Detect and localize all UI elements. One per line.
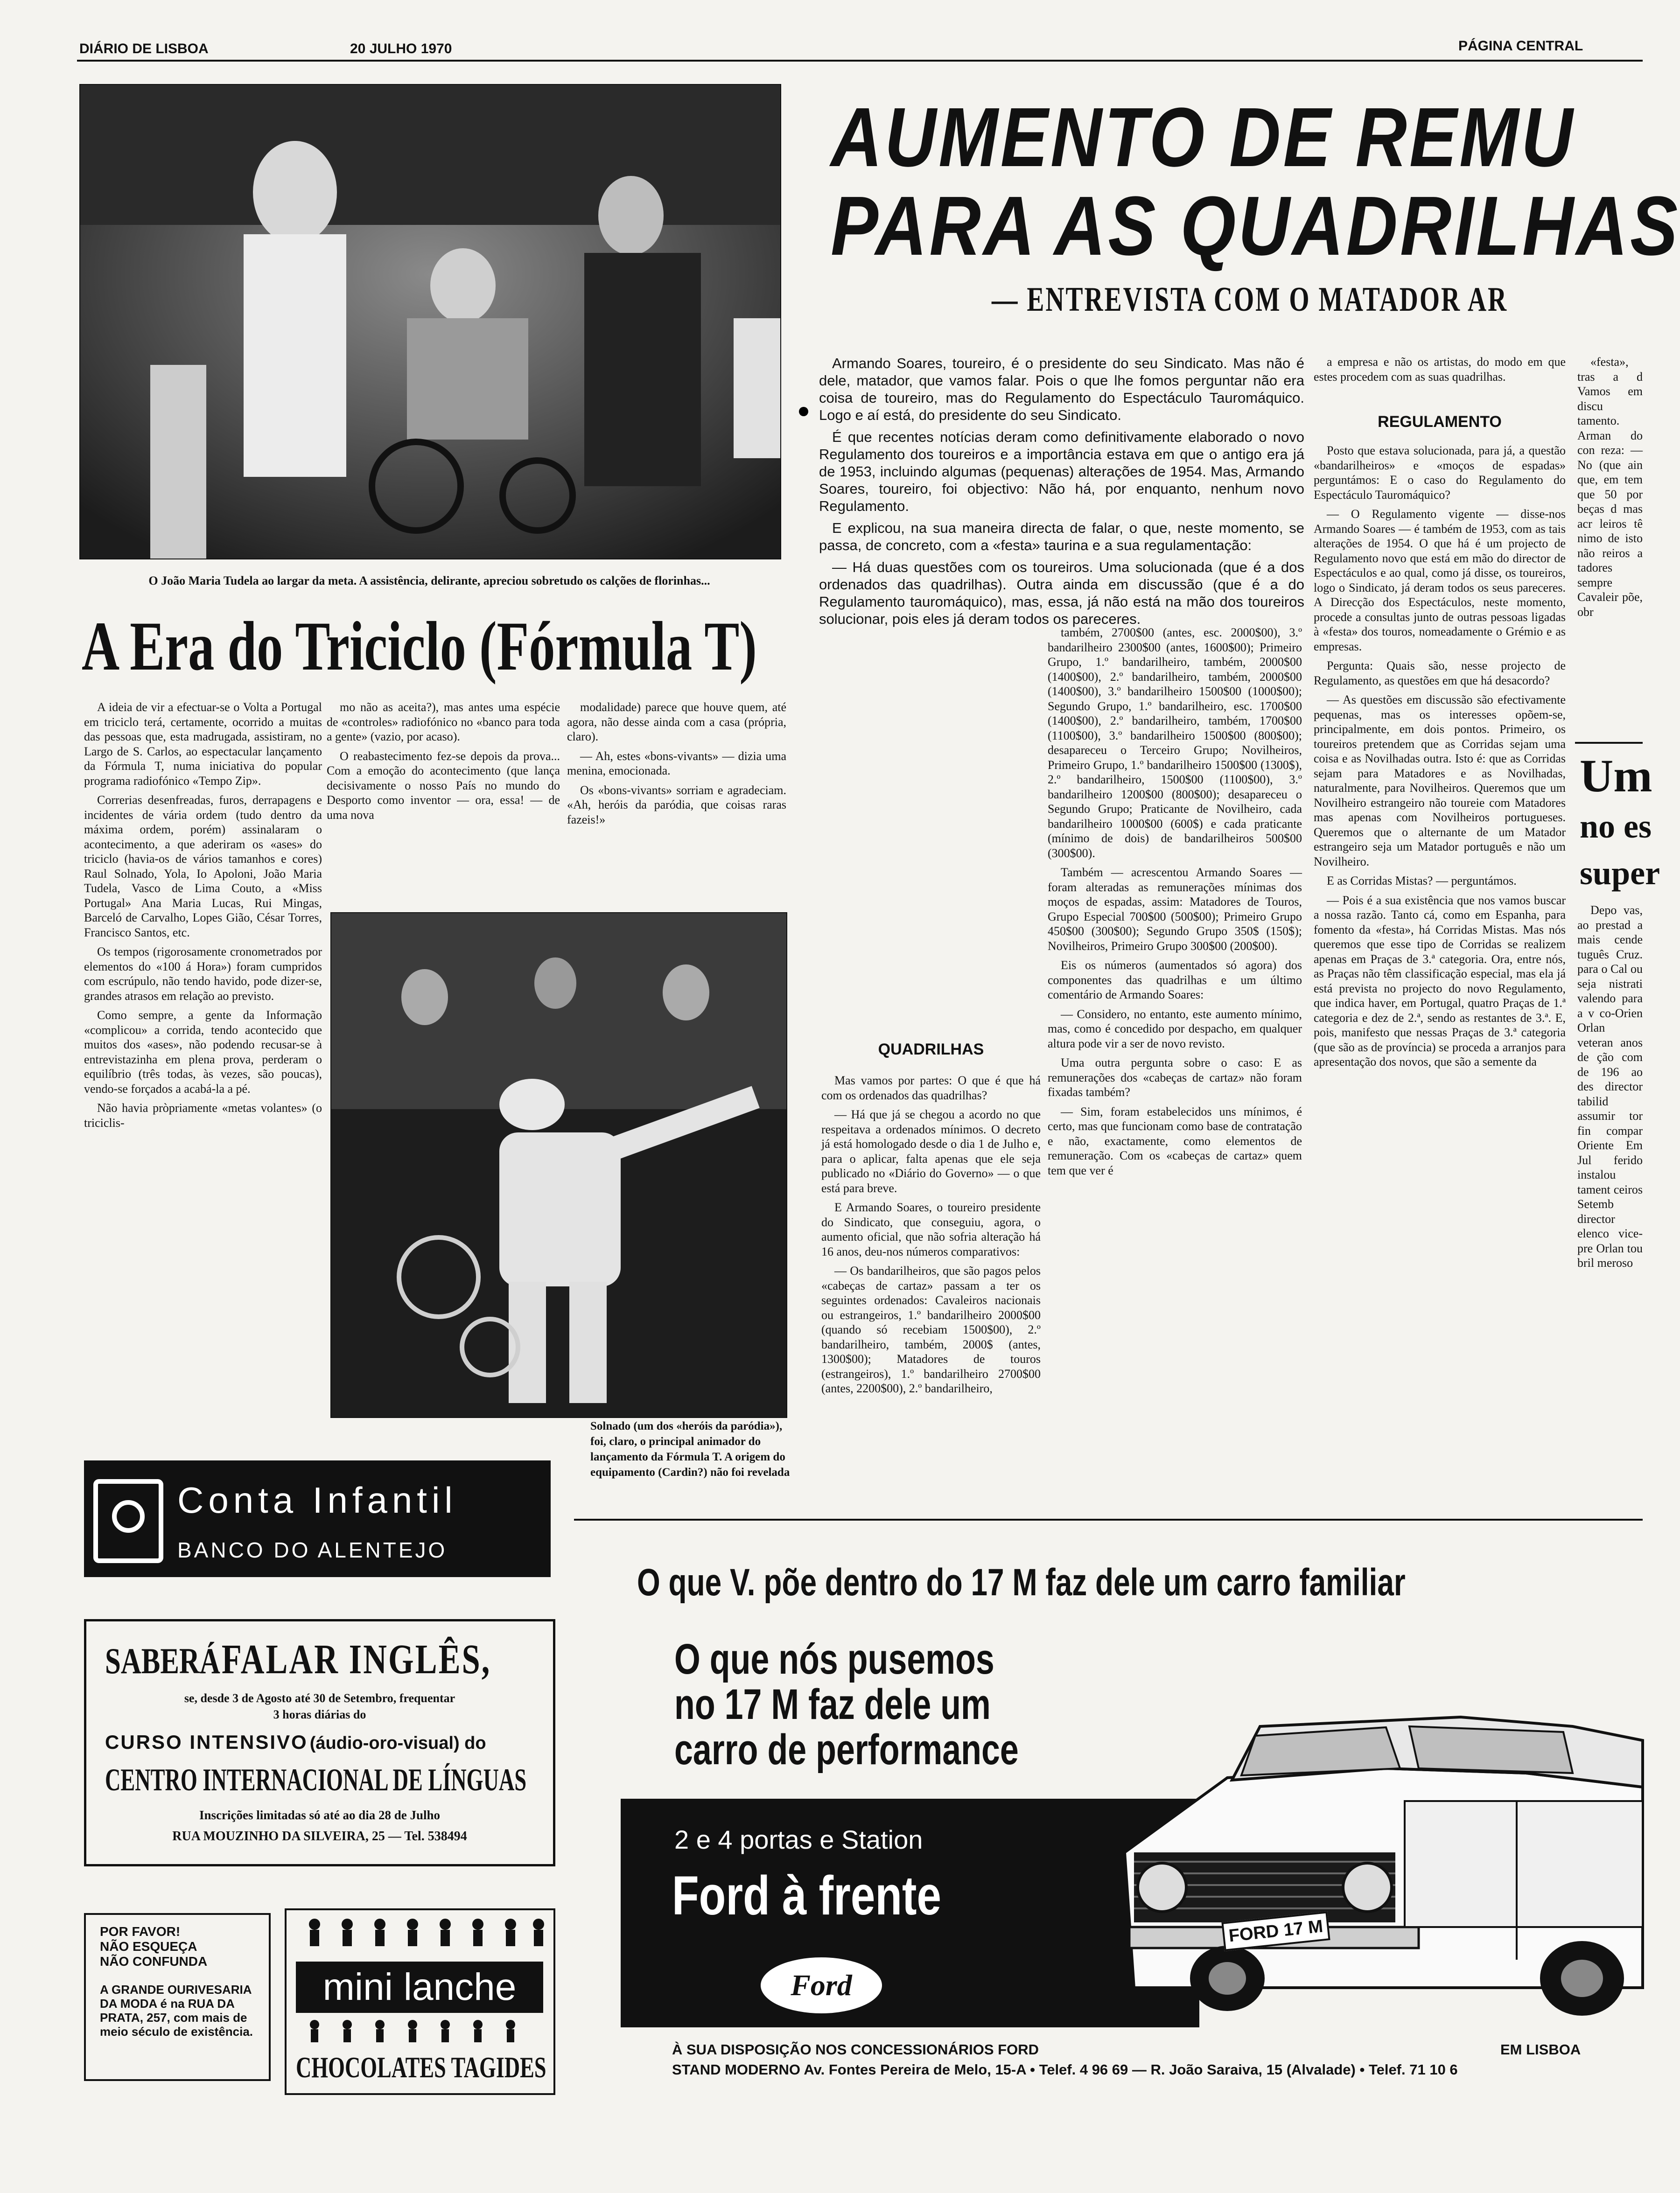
ad-ourivesaria-l4: A GRANDE OURIVESARIA DA MODA é na RUA DA PRATA, 257, com mais de meio século de existência.	[100, 1983, 253, 2039]
article1-col3b-text-para: — O Regulamento vigente — disse-nos Armando Soares — é também de 1953, com as tais alterações de 1954. O que há é um projecto de Regulamento novo que está em mão do director de Espectáculos e ao qual, como já disse, os toureiros, logo o Sindicato, já deram todos os seus pareceres. A Direcção dos Espectáculos, neste momento, procede a consultas junto de outras pessoas ligadas à «festa» dos touros, nomeadamente o Grémio e as empresas.	[1314, 507, 1566, 653]
photo-tudela-tricycle-image	[80, 85, 780, 559]
newspaper-name: DIÁRIO DE LISBOA	[79, 41, 209, 56]
ford-headline2c: carro de performance	[674, 1726, 1019, 1774]
conta-infantil-bank: BANCO DO ALENTEJO	[177, 1538, 448, 1562]
ford-headline2b: no 17 M faz dele um	[674, 1681, 991, 1728]
section-quadrilhas: QUADRILHAS	[878, 1041, 984, 1058]
article1-col2-text-para: Eis os números (aumentados só agora) dos componentes das quadrilhas e um último comentário de Armando Soares:	[1048, 958, 1302, 1001]
ad-ingles	[84, 1619, 555, 1866]
article2-col1-text: A ideia de vir a efectuar-se o Volta a Portugal em triciclo terá, certamente, ocorrido a muitas das pessoas que, esta madrugada, assistiram, no Largo de S. Carlos, ao espectacular lançamento da Fórmula T, numa iniciativa do popular programa radiofónico «Tempo Zip».	[84, 700, 322, 788]
ford-footer1b: EM LISBOA	[1500, 2041, 1581, 2058]
article2-col1-text-para: Como sempre, a gente da Informação «complicou» a corrida, tendo acontecido que muitos dos «ases», não podendo recusar-se à entrevistazinha em plena prova, perderam o equilíbrio (três todas, às vezes, são poucas), vendo-se forçados a acabá-la a pé.	[84, 1008, 322, 1096]
ad-separator-rule	[574, 1519, 1643, 1521]
article2-col1-text-para: Correrias desenfreadas, furos, derrapagens e incidentes de vária ordem (tudo dentro da máxima ordem, porém) assinalaram o acontecimento, a que aderiram os «ases» do triciclo (havia-os de vários tamanhos e cores) Raul Solnado, Yola, Io Apoloni, João Maria Tudela, Vasco de Lima Couto, a «Miss Portugal» Ana Maria Lucas, Rui Mingas, Barceló de Carvalho, Lopes Gião, César Torres, Francisco Santos, etc.	[84, 793, 322, 939]
photo1-caption: O João Maria Tudela ao largar da meta. A assistência, delirante, apreciou sobretudo os calções de florinhas...	[148, 574, 710, 587]
side-head-1: Um	[1580, 750, 1652, 802]
article1-col3-text: a empresa e não os artistas, do modo em que estes procedem com as suas quadrilhas.	[1314, 355, 1566, 384]
article1-col3b-text-para: Pergunta: Quais são, nesse projecto de Regulamento, as questões em que há desacordo?	[1314, 659, 1566, 687]
ad-ingles-title1: SABERÁ	[105, 1641, 220, 1681]
side-head-3: super	[1580, 854, 1660, 892]
ad-ingles-course-name: CURSO INTENSIVO	[105, 1731, 308, 1753]
photo-solnado-image	[331, 913, 786, 1417]
ad-minilanche	[285, 1908, 555, 2095]
ford-headline1: O que V. põe dentro do 17 M faz dele um carro familiar	[637, 1561, 1406, 1604]
article2-col3-text-para: Os «bons-vivants» sorriam e agradeciam. «Ah, heróis da paródia, que coisas raras fazeis!»	[567, 783, 786, 826]
article1-col2-text-para: Uma outra pergunta sobre o caso: E as remunerações dos «cabeças de cartaz» não foram fixadas também?	[1048, 1056, 1302, 1099]
article2-col3	[567, 700, 786, 896]
photo-solnado	[330, 912, 787, 1418]
minilanche-figures-icon	[296, 1915, 548, 1957]
article1-title-line1: AUMENTO DE REMU	[831, 91, 1575, 184]
side-col-text: Depo vas, ao prestad a mais cende tuguês Cruz. para o Cal ou seja nistrati valendo para a v co-Orien Orlan veteran anos de ção com de 196 ao des director tabilid assumir tor fin compar Oriente Em Jul ferido instalou tament ceiros Setemb director elenco vice-pre Orlan tou bril meroso	[1577, 903, 1643, 1270]
ad-ourivesaria-l2: NÃO ESQUEÇA	[100, 1939, 197, 1954]
article1-subtitle: — ENTREVISTA COM O MATADOR AR	[992, 280, 1508, 319]
side-head-2: no es	[1580, 808, 1652, 845]
article1-col2-text-para: Também — acrescentou Armando Soares — foram alteradas as remunerações mínimas dos moços de espadas, assim: Matadores de Touros, Grupo Especial 700$00 (500$00); Primeiro Grupo 450$00 (300$00); Segundo Grupo 350$ (150$); Novilheiros, Primeiro Grupo 300$00 (200$00).	[1048, 866, 1302, 953]
page-section: PÁGINA CENTRAL	[1458, 38, 1583, 54]
article2-col1-text-para: Não havia pròpriamente «metas volantes» (o triciclis-	[84, 1101, 322, 1130]
article2-col1	[84, 700, 322, 1409]
article2-col2-text: mo não as aceita?), mas antes uma espécie de «controles» radiofónico no «banco para toda a gente» (vazio, por acaso).	[327, 700, 560, 743]
ad-ingles-line2: 3 horas diárias do	[273, 1708, 366, 1721]
article1-col3	[1314, 355, 1566, 401]
article1-col1b-text-para: — Os bandarilheiros, que são pagos pelos «cabeças de cartaz» passam a ter os seguintes ordenados: Cavaleiros nacionais ou estrangeiros, 1.º bandarilheiro 2000$00 (quando só recebiam 1500$00), 2.º bandarilheiro, também, 2000$ (antes, 1300$00); Matadores de touros (estrangeiros), 1.º bandarilheiro 2700$00 (antes, 2200$00), 2.º bandarilheiro,	[821, 1264, 1041, 1395]
article1-col4	[1577, 355, 1643, 737]
ad-ourivesaria-l1: POR FAVOR!	[100, 1924, 181, 1939]
article1-intro-text-para: — Há duas questões com os toureiros. Uma solucionada (que é a dos ordenados das quadrilhas). Outra ainda em discussão (que é a do Regulamento tauromáquico), mas, essa, já não está na mão dos toureiros solucionar, pois eles já deram todos os pareceres.	[819, 559, 1304, 627]
photo2-caption: Solnado (um dos «heróis da paródia»), foi, claro, o principal animador do lançamento da Fórmula T. A origem do equipamento (Cardin?) não foi revelada	[590, 1420, 790, 1479]
article2-col2-text-para: O reabastecimento fez-se depois da prova... Com a emoção do acontecimento (que lança decisivamente o nosso País no mundo do Desporto como inventor — ora, essa! — de uma nova	[327, 749, 560, 822]
article1-intro-text-para: É que recentes notícias deram como definitivamente elaborado o novo Regulamento dos toureiros e a importância estava em que o antigo era já de 1953, incluindo algumas (pequenas) alterações de 1954. Mas, Armando Soares, toureiro, foi objectivo: Não há, por enquanto, nenhum novo Regulamento.	[819, 429, 1304, 514]
header-rule	[77, 60, 1643, 62]
side-rule	[1575, 742, 1643, 744]
article1-col1b	[821, 1073, 1041, 1488]
ad-ingles-course	[105, 1731, 486, 1753]
article2-col1-text-para: Os tempos (rigorosamente cronometrados por elementos do «100 á Hora») foram cumpridos com escrúpulo, não tendo havido, pode dizer-se, grandes atrasos em relação ao previsto.	[84, 945, 322, 1003]
ad-ingles-inscricoes: Inscrições limitadas só até ao dia 28 de Julho	[199, 1808, 441, 1822]
article1-intro-text-para: E explicou, na sua maneira directa de falar, o que, neste momento, se passa, de concreto, com a «festa» taurina e a sua regulamentação:	[819, 520, 1304, 553]
article1-col2	[1048, 625, 1302, 1488]
article2-col3-text-para: — Ah, estes «bons-vivants» — dizia uma menina, emocionada.	[567, 749, 786, 777]
ad-ingles-title2: FALAR INGLÊS,	[221, 1636, 491, 1683]
conta-infantil-title: Conta Infantil	[177, 1480, 457, 1521]
article1-col3b-text: Posto que estava solucionada, para já, a questão «bandarilheiros» e «moços de espadas» perguntámos: E o caso do Regulamento do Espectáculo Tauromáquico?	[1314, 444, 1566, 502]
ford-car-illustration	[1106, 1698, 1643, 2025]
article1-col1b-text-para: E Armando Soares, o toureiro presidente do Sindicato, que conseguiu, agora, o aumento oficial, que não sofria alteração há 16 anos, deu-nos números comparativos:	[821, 1201, 1041, 1258]
article1-col3b	[1314, 443, 1566, 1488]
article1-col2-text-para: — Sim, foram estabelecidos uns mínimos, é certo, mas que funcionam como base de contratação e não, exactamente, como elementos de remuneração. Com os «cabeças de cartaz» quem tem que ver é	[1048, 1104, 1302, 1177]
ford-headline2a: O que nós pusemos	[674, 1635, 994, 1683]
article1-col3b-text-para: — Pois é a sua existência que nos vamos buscar a nossa razão. Tanto cá, como em Espanha, para fomento da «festa», há Corridas Mistas. Mas nós queremos que esse tipo de Corridas se realizem apenas em Praças de 3.ª categoria. Ora, entre nós, as Praças não têm classificação especial, mas ela já está prevista no projecto do novo Regulamento, que indica haver, em Portugal, quatro Praças de 1.ª categoria e dez de 2.ª, sendo as restantes de 3.ª. E, pois, manifesto que nessas Praças de 3.ª categoria (que são as de província) se proceda a arranjos para apresentação dos novos, que são a semente da	[1314, 893, 1566, 1069]
article1-col4-text: «festa», tras a d Vamos em discu tamento. Arman do con reza: — No (que ain que, em tem que 50 por beças d mas acr leiros tê nimo de isto não reiros a tadores sempre Cavaleir põe, obr	[1577, 355, 1643, 619]
minilanche-maker: CHOCOLATES TAGIDES	[296, 2051, 546, 2084]
article1-col1b-text-para: — Há que já se chegou a acordo no que respeitava a ordenados mínimos. O decreto já está homologado desde o dia 1 de Julho e, para o aplicar, falta apenas que ele seja publicado no «Diário do Governo» — o que está para breve.	[821, 1108, 1041, 1195]
car-icon	[1106, 1698, 1643, 2025]
article1-col3b-text-para: — As questões em discussão são efectivamente pequenas, mas os interesses opõem-se, principalmente, em dois pontos. Primeiro, os toureiros pretendem que as Corridas sejam uma coisa e as Novilhadas outra. Isto é: que as Corridas sejam para Matadores e as Novilhadas, naturalmente, para Novilheiros. Queremos que um Novilheiro estrangeiro não toureie com Matadores mas apenas com Novilheiros portugueses. Queremos que o alternante de um Matador estrangeiro seja um Matador português e não um Novilheiro.	[1314, 693, 1566, 868]
ad-ourivesaria-l3: NÃO CONFUNDA	[100, 1954, 208, 1969]
ad-conta-infantil	[84, 1460, 551, 1577]
article2-col3-text: modalidade) parece que houve quem, até agora, não desse ainda com a casa (própria, claro).	[567, 700, 786, 743]
ford-band-big: Ford à frente	[672, 1865, 941, 1927]
ford-footer2: STAND MODERNO Av. Fontes Pereira de Melo, 15-A • Telef. 4 96 69 — R. João Saraiva, 15 (Alvalade) • Telef. 71 10 6	[672, 2061, 1458, 2078]
side-col	[1577, 903, 1643, 1486]
ford-band-small: 2 e 4 portas e Station	[674, 1825, 923, 1854]
section-regulamento: REGULAMENTO	[1378, 413, 1502, 431]
bank-logo-icon	[93, 1479, 163, 1563]
ford-oval-logo: Ford	[761, 1957, 882, 2013]
ad-ingles-title	[105, 1635, 491, 1683]
ad-ingles-address: RUA MOUZINHO DA SILVEIRA, 25 — Tel. 538494	[172, 1829, 467, 1844]
article1-intro	[819, 355, 1304, 625]
ford-plate: FORD 17 M	[1221, 1911, 1330, 1951]
article1-col2-text-para: — Considero, no entanto, este aumento mínimo, mas, como é concedido por despacho, em qualquer altura pode vir a ser de novo revisto.	[1048, 1007, 1302, 1050]
issue-date: 20 JULHO 1970	[350, 41, 452, 56]
article2-col2	[327, 700, 560, 896]
ford-footer1: À SUA DISPOSIÇÃO NOS CONCESSIONÁRIOS FORD	[672, 2041, 1039, 2058]
ad-ingles-centre: CENTRO INTERNACIONAL DE LÍNGUAS	[105, 1762, 527, 1797]
article1-col2-text: também, 2700$00 (antes, esc. 2000$00), 3.º bandarilheiro 2300$00 (antes, 1600$00); Primeiro Grupo, 1.º bandarilheiro, também, 2000$00 (1400$00), 2.º bandarilheiro, também, 2000$00 (1400$00), 3.º bandarilheiro 1500$00 (1000$00); Segundo Grupo, 1.º bandarilheiro, esc. 1700$00 (1400$00), 2.º bandarilheiro, também, 1700$00 (1100$00), 3.º bandarilheiro 1500$00 (800$00); desapareceu o Terceiro Grupo; Novilheiros, Primeiro Grupo, 1.º bandarilheiro 1500$00 (1300$), 2.º bandarilheiro, 1500$00 (1100$00), 3.º bandarilheiro 1200$00 (800$00); desapareceu o Segundo Grupo; Praticante de Novilheiro, cada bandarilheiro 1000$00 (600$) e cada praticante (mínimo de dois) de bandarilheiros 500$00 (300$00).	[1048, 626, 1302, 860]
minilanche-figures2-icon	[296, 2018, 548, 2046]
article1-title-line2: PARA AS QUADRILHAS	[831, 179, 1680, 273]
article2-headline: A Era do Triciclo (Fórmula T)	[82, 608, 757, 685]
article1-col1b-text: Mas vamos por partes: O que é que há com os ordenados das quadrilhas?	[821, 1074, 1041, 1102]
article1-intro-text: Armando Soares, toureiro, é o presidente do seu Sindicato. Mas não é dele, matador, que vamos falar. Pois o que lhe fomos perguntar não era coisa de toureiro, mas do Regulamento do Espectáculo Tauromáquico. Logo e aí está, do presidente do seu Sindicato.	[819, 355, 1304, 423]
ad-ourivesaria	[84, 1913, 271, 2081]
article1-col3b-text-para: E as Corridas Mistas? — perguntámos.	[1327, 874, 1517, 887]
photo-tudela-tricycle	[79, 84, 781, 559]
minilanche-brand: mini lanche	[296, 1962, 543, 2013]
ad-ingles-line1: se, desde 3 de Agosto até 30 de Setembro, frequentar	[184, 1691, 455, 1705]
ad-ingles-course-tail: (áudio-oro-visual) do	[309, 1733, 486, 1753]
